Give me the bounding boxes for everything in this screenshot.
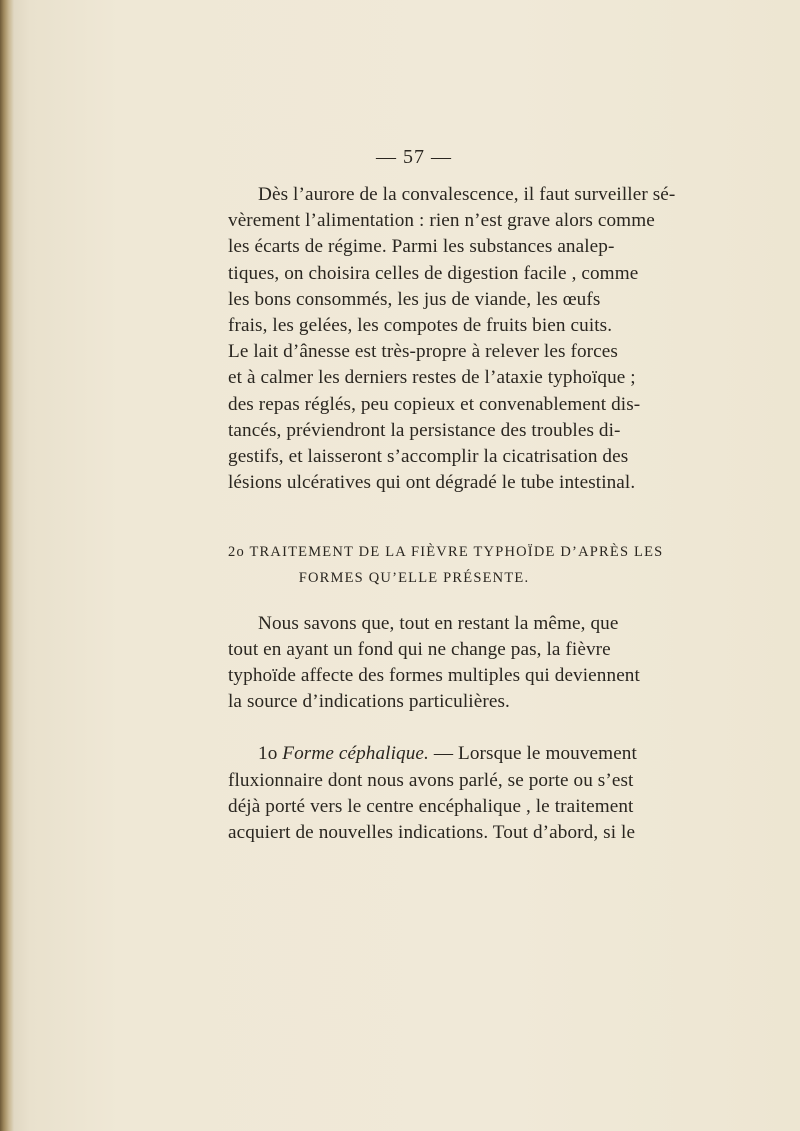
subsection-text: — Lorsque le mouvement [433, 743, 637, 765]
text-line: tancés, préviendront la persistance des troubles di- [228, 419, 621, 441]
subsection-title: Forme céphalique. [282, 743, 429, 765]
text-line: Le lait d’ânesse est très-propre à relever les forces [228, 341, 618, 363]
binding-edge [0, 0, 14, 1131]
text-block [228, 146, 676, 846]
text-line: tiques, on choisira celles de digestion facile , comme [228, 262, 639, 284]
section-heading [228, 538, 664, 590]
paragraph-convalescence [228, 182, 676, 496]
text-line: la source d’indications particulières. [228, 691, 510, 713]
text-line: fluxionnaire dont nous avons parlé, se porte ou s’est [228, 769, 634, 791]
text-line: lésions ulcératives qui ont dégradé le tube intestinal. [228, 472, 636, 494]
text-line: des repas réglés, peu copieux et convenablement dis- [228, 393, 641, 415]
text-line: déjà porté vers le centre encéphalique , le traitement [228, 795, 634, 817]
text-line: frais, les gelées, les compotes de fruits bien cuits. [228, 314, 613, 336]
text-line: Nous savons que, tout en restant la même, que [258, 612, 619, 634]
text-line [228, 741, 637, 767]
text-line: vèrement l’alimentation : rien n’est grave alors comme [228, 210, 655, 232]
text-line: les bons consommés, les jus de viande, les œufs [228, 288, 601, 310]
paragraph-cephalic-form [228, 741, 637, 846]
text-line: acquiert de nouvelles indications. Tout d’abord, si le [228, 821, 636, 843]
text-line: tout en ayant un fond qui ne change pas, la fièvre [228, 638, 611, 660]
heading-line: 2o TRAITEMENT DE LA FIÈVRE TYPHOÏDE D’APRÈS LES [228, 544, 664, 561]
paragraph-forms [228, 611, 640, 716]
page-number: — 57 — [376, 146, 452, 168]
text-line: Dès l’aurore de la convalescence, il faut surveiller sé- [258, 184, 676, 205]
subsection-number: 1o [258, 743, 278, 765]
heading-line: FORMES QU’ELLE PRÉSENTE. [298, 570, 530, 587]
text-line: gestifs, et laisseront s’accomplir la cicatrisation des [228, 445, 629, 467]
text-line: et à calmer les derniers restes de l’ataxie typhoïque ; [228, 367, 636, 389]
text-line: typhoïde affecte des formes multiples qui deviennent [228, 665, 640, 686]
text-line: les écarts de régime. Parmi les substances analep- [228, 236, 615, 258]
